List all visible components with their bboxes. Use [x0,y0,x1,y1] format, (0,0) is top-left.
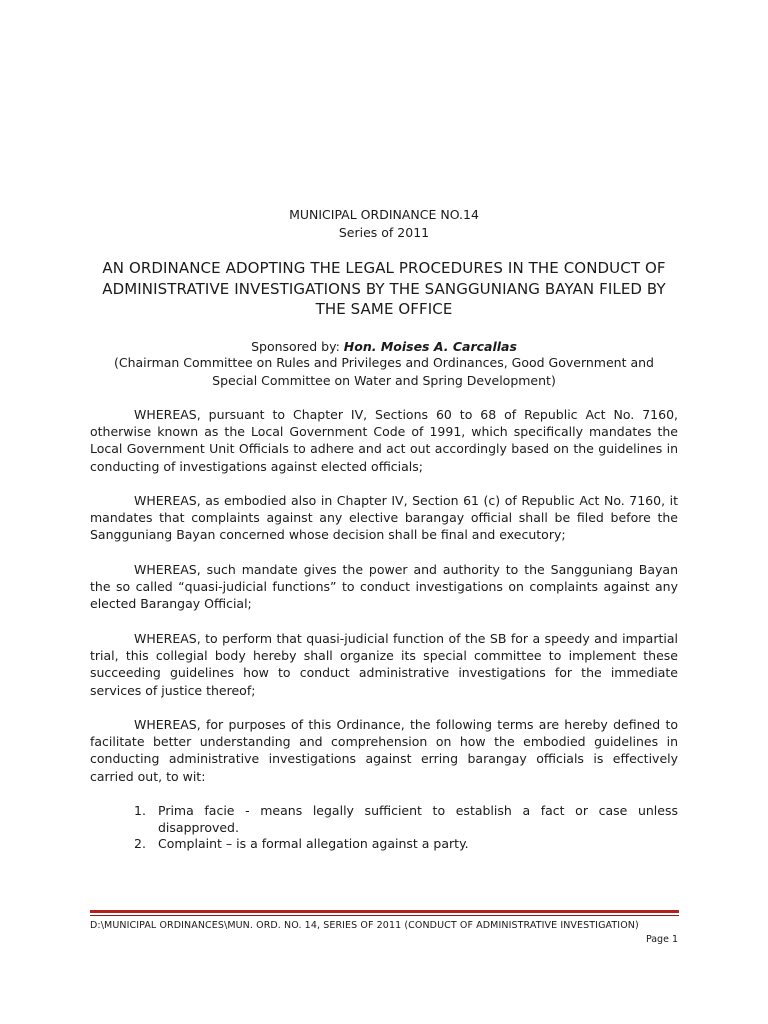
list-item-text: Complaint – is a formal allegation against a party. [158,836,469,851]
list-item-text: Prima facie - means legally sufficient to establish a fact or case unless disapproved. [158,803,678,835]
definition-list-item [134,802,678,836]
ordinance-title: AN ORDINANCE ADOPTING THE LEGAL PROCEDURES IN THE CONDUCT OF ADMINISTRATIVE INVESTIGATIONS BY THE SANGGUNIANG BAYAN FILED BY THE SAME OFFICE [102,259,666,318]
footer-file-path: D:\MUNICIPAL ORDINANCES\MUN. ORD. NO. 14, SERIES OF 2011 (CONDUCT OF ADMINISTRATIVE INVESTIGATION) [90,920,639,931]
footer-page-number: Page 1 [645,934,678,945]
whereas-paragraph: WHEREAS, for purposes of this Ordinance, the following terms are hereby defined to facilitate better understanding and comprehension on how the embodied guidelines in conducting administrative investigations against erring barangay officials is effectively carried out, to wit: [90,717,678,784]
ordinance-number: MUNICIPAL ORDINANCE NO.14 [289,207,479,222]
footer-divider-thin [90,915,679,916]
chairman-line: (Chairman Committee on Rules and Privileges and Ordinances, Good Government and Special Committee on Water and Spring Development) [114,355,654,388]
definition-list-item [134,835,678,852]
sponsor-name: Hon. Moises A. Carcallas [343,339,517,354]
ordinance-series: Series of 2011 [338,225,430,240]
whereas-paragraph: WHEREAS, as embodied also in Chapter IV, Section 61 (c) of Republic Act No. 7160, it mandates that complaints against any elective barangay official shall be filed before the Sangguniang Bayan concerned whose decision shall be final and executory; [90,493,678,543]
footer-divider [90,910,679,913]
whereas-paragraph: WHEREAS, to perform that quasi-judicial function of the SB for a speedy and impartial trial, this collegial body hereby shall organize its special committee to implement these succeeding guidelines how to conduct administrative investigations for the immediate services of justice thereof; [90,631,678,698]
list-item-number: 2. [134,836,146,851]
list-item-number: 1. [134,803,146,818]
whereas-paragraph: WHEREAS, such mandate gives the power and authority to the Sangguniang Bayan the so called “quasi-judicial functions” to conduct investigations on complaints against any elected Barangay Official; [90,562,678,612]
whereas-paragraph: WHEREAS, pursuant to Chapter IV, Sections 60 to 68 of Republic Act No. 7160, otherwise known as the Local Government Code of 1991, which specifically mandates the Local Government Unit Officials to adhere and act out accordingly based on the guidelines in conducting of investigations against elected officials; [90,407,678,474]
sponsor-label: Sponsored by: [251,339,344,354]
